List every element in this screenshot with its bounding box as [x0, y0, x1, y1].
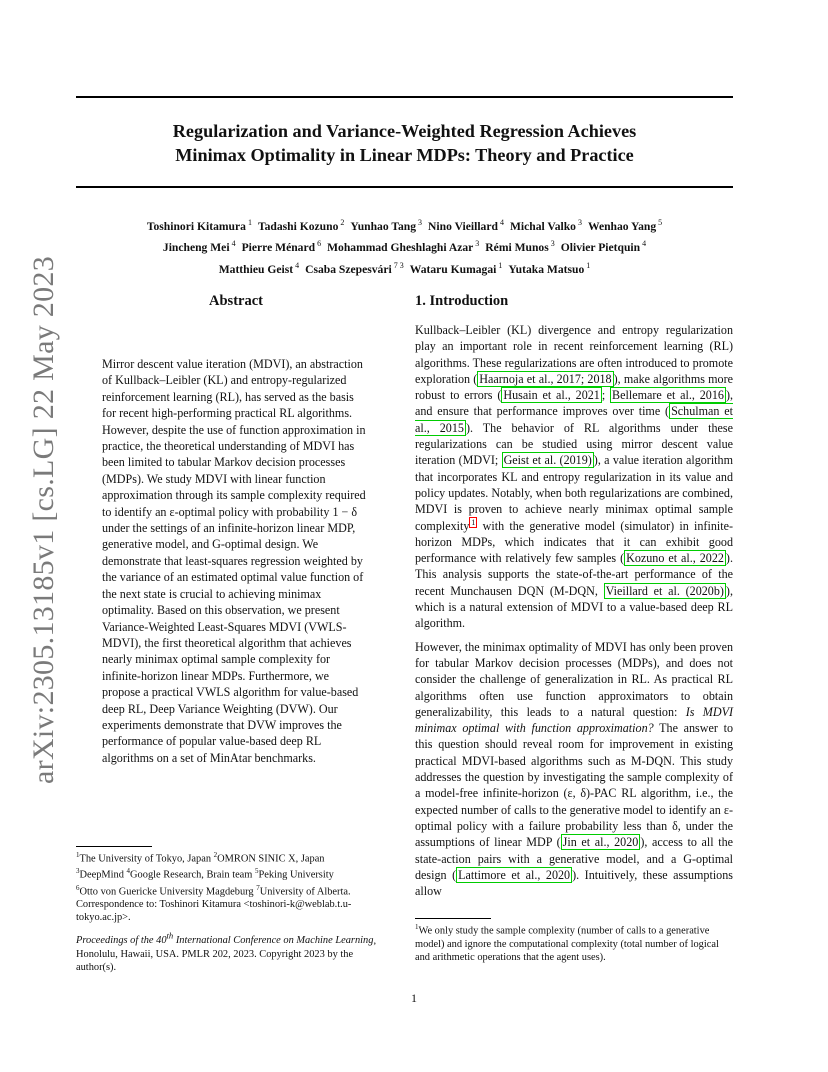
proceedings-note: Proceedings of the 40th International Conference on Machine Learning, Honolulu, Hawaii, USA. PMLR 202, 2023. Copyright 2023 by the author(s). [76, 931, 377, 974]
arxiv-stamp: arXiv:2305.13185v1 [cs.LG] 22 May 2023 [27, 256, 60, 784]
citation-link[interactable]: Husain et al., 2021 [503, 388, 600, 403]
introduction-heading: 1. Introduction [415, 293, 509, 309]
author-name: Olivier Pietquin $^4$ [560, 239, 647, 255]
citation-link[interactable]: Schulman et al., 2015 [415, 404, 734, 435]
author-name: Yunhao Tang $^3$ [350, 218, 423, 233]
author-affiliation-mark: 4 [229, 239, 236, 249]
author-name: Wataru Kumagai $^1$ [409, 260, 503, 276]
citation-link[interactable]: Haarnoja et al., 2017; 2018 [479, 371, 612, 386]
citation-link[interactable]: Lattimore et al., 2020 [458, 867, 571, 882]
author-affiliation-mark: 1 [496, 260, 503, 270]
page-number: 1 [411, 991, 417, 1005]
author-name: Yutaka Matsuo $^1$ [508, 260, 591, 276]
affiliation-rule [76, 846, 152, 847]
footnote: $^1$We only study the sample complexity (number of calls to a generative model) and ignore the computational complexity (total number of logical and arithmetic operations that the agent uses). [415, 923, 719, 964]
citation-link[interactable]: Vieillard et al. (2020b) [605, 583, 724, 598]
author-affiliation-mark: 3 [473, 239, 480, 249]
footnote-link[interactable]: 1 [471, 517, 476, 527]
author-affiliation-mark: 4 [640, 239, 647, 249]
intro-paragraph-1: Kullback–Leibler (KL) divergence and entropy regularization play an important role in recent reinforcement learning (RL) algorithms. These regularizations are often introduced to promote exploration ( Haarnoja et al., 2017; 2018 ), make algorithms more robust to errors ( Husain et al., 2021 ; Bellemare et al., 2016 ), and ensure that performance improves over time ( Schulman et al., 2015 ). The behavior of RL algorithms under these regularizations can be studied using mirror descent value iteration (MDVI; Geist et al. (2019) ), a value iteration algorithm that incorporates KL and entropy regularization in its value and policy updates. Notably, when both regularizations are combined, MDVI is proven to achieve nearly minimax optimal sample complexity $^1$ with the generative model (simulator) in infinite-horizon MDPs, which indicates that it can exhibit good performance with relatively few samples ( Kozuno et al., 2022 ). This analysis supports the state-of-the-art performance of the recent Munchausen DQN (M-DQN, Vieillard et al. (2020b) ), which is a natural extension of MDVI to a value-based deep RL algorithm. [415, 323, 734, 631]
author-line-3 [76, 257, 733, 278]
author-name: Nino Vieillard $^4$ [428, 218, 504, 233]
author-list [76, 214, 733, 278]
author-name: Jincheng Mei $^4$ [162, 239, 236, 255]
citation-link[interactable]: Kozuno et al., 2022 [626, 551, 724, 566]
author-name: Tadashi Kozuno $^2$ [257, 218, 345, 233]
author-affiliation-mark: 7 3 [391, 260, 404, 270]
citation-link[interactable]: Jin et al., 2020 [562, 835, 639, 850]
paper-title: Regularization and Variance-Weighted Regression Achieves Minimax Optimality in Linear MDPs: Theory and Practice [172, 121, 637, 165]
abstract-body [102, 356, 370, 766]
author-name: Mohammad Gheshlaghi Azar $^3$ [327, 239, 480, 255]
author-name: Wenhao Yang $^5$ [587, 218, 663, 233]
title-bottom-rule [76, 186, 733, 188]
research-question: Is MDVI minimax optimal with function approximation? [415, 704, 733, 736]
author-affiliation-mark: 3 [575, 218, 582, 227]
abstract-heading: Abstract [209, 293, 263, 309]
introduction-body [415, 322, 733, 906]
author-line-2 [76, 235, 733, 256]
correspondence: Correspondence to: Toshinori Kitamura <toshinori-k@weblab.t.u-tokyo.ac.jp>. [76, 899, 352, 924]
author-name: Pierre Ménard $^6$ [241, 239, 322, 255]
author-affiliation-mark: 4 [497, 218, 504, 227]
author-affiliation-mark: 2 [338, 218, 345, 227]
author-affiliation-mark: 1 [584, 260, 591, 270]
author-name: Csaba Szepesvári $^{7 3}$ [305, 260, 404, 276]
author-name: Rémi Munos $^3$ [485, 239, 555, 255]
intro-paragraph-2: However, the minimax optimality of MDVI has only been proven for tabular Markov decision processes (MDPs), and does not consider the challenge of generalization in RL. As practical RL algorithms often use function approximators to obtain generalizability, this leads to a natural question: Is MDVI minimax optimal with function approximation? The answer to this question should reveal room for improvement in existing practical MDVI-based algorithms such as M-DQN. This study addresses the question by investigating the sample complexity of a model-free infinite-horizon (ε, δ)-PAC RL algorithm, i.e., the expected number of calls to the generative model to identify an ε-optimal policy with a failure probability less than δ, under the assumptions of linear MDP ( Jin et al., 2020 ), access to all the state-action pairs with a generative model, and a G-optimal design ( Lattimore et al., 2020 ). Intuitively, these assumptions allow [415, 639, 733, 899]
footnote-rule [415, 918, 491, 919]
affiliations: $^1$The University of Tokyo, Japan $^2$OMRON SINIC X, Japan $^3$DeepMind $^4$Google Research, Brain team $^5$Peking University $^6$Otto von Guericke University Magdeburg $^7$University of Alberta. Correspondence to: Toshinori Kitamura <toshinori-k@weblab.t.u-tokyo.ac.jp>. [76, 851, 352, 924]
author-affiliation-mark: 1 [245, 218, 252, 227]
author-affiliation-mark: 3 [548, 239, 555, 249]
author-affiliation-mark: 4 [293, 260, 300, 270]
author-affiliation-mark: 3 [416, 218, 423, 227]
citation-link[interactable]: Bellemare et al., 2016 [612, 388, 724, 403]
author-name: Michal Valko $^3$ [509, 218, 582, 233]
citation-link[interactable]: Geist et al. (2019) [503, 453, 592, 468]
abstract-text: Mirror descent value iteration (MDVI), an abstraction of Kullback–Leibler (KL) and entropy-regularized reinforcement learning (RL), has served as the basis for recent high-performing practical RL algorithms. However, despite the use of function approximation in practice, the theoretical understanding of MDVI has been limited to tabular Markov decision processes (MDPs). We study MDVI with linear function approximation through its sample complexity required to identify an ε-optimal policy with probability 1 − δ under the settings of an infinite-horizon linear MDP, generative model, and G-optimal design. We demonstrate that least-squares regression weighted by the variance of an estimated optimal value function of the next state is crucial to achieving minimax optimality. Based on this observation, we present Variance-Weighted Least-Squares MDVI (VWLS-MDVI), the first theoretical algorithm that achieves nearly minimax optimal sample complexity for infinite-horizon linear MDPs. Furthermore, we propose a practical VWLS algorithm for value-based deep RL, Deep Variance Weighting (DVW). Our experiments demonstrate that DVW improves the performance of popular value-based deep RL algorithms on a set of MinAtar benchmarks. [102, 357, 366, 765]
title-top-rule [76, 96, 733, 98]
author-name: Matthieu Geist $^4$ [218, 260, 300, 276]
author-line-1 [76, 214, 733, 235]
author-affiliation-mark: 5 [656, 218, 663, 227]
author-name: Toshinori Kitamura $^1$ [146, 218, 252, 233]
author-affiliation-mark: 6 [315, 239, 322, 249]
